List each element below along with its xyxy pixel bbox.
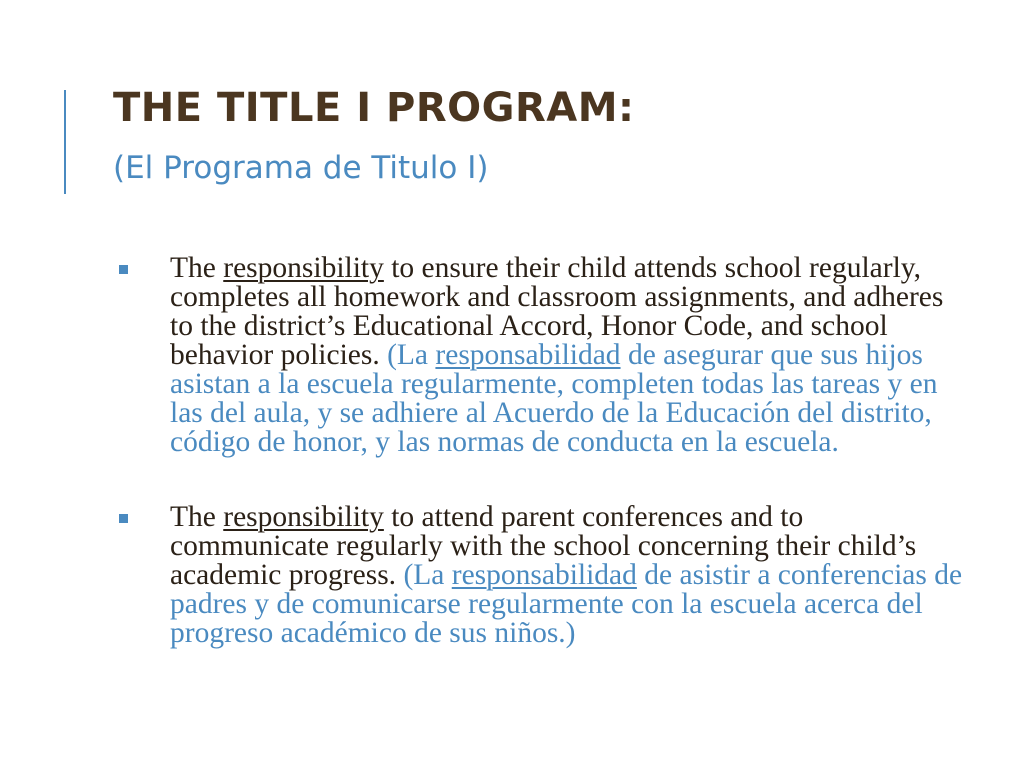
square-bullet-icon — [119, 265, 128, 274]
title-accent-line — [64, 90, 66, 194]
underlined-term-es: responsabilidad — [435, 339, 621, 371]
underlined-term: responsibility — [223, 252, 384, 284]
spanish-translation: (La responsabilidad de asegurar que sus hijos asistan a la escuela regularmente, completen todas las tareas y en las del aula, y se adhiere al Acuerdo de la Educación del distrito, código de honor, y las normas de conducta en la escuela. — [170, 339, 938, 458]
underlined-term: responsibility — [223, 501, 384, 533]
english-text: The responsibility to ensure their child attends school regularly, completes all homework and classroom assignments, and adheres to the district’s Educational Accord, Honor Code, and school behavior policies. — [170, 252, 944, 371]
square-bullet-icon — [119, 514, 128, 523]
english-text: The responsibility to attend parent conferences and to communicate regularly with the school concerning their child’s academic progress. — [170, 501, 917, 591]
underlined-term-es: responsabilidad — [451, 559, 637, 591]
bullet-item-2 — [116, 503, 966, 648]
bullet-item-1 — [116, 254, 966, 457]
slide-title: THE TITLE I PROGRAM: — [113, 85, 635, 131]
spanish-translation: (La responsabilidad de asistir a conferencias de padres y de comunicarse regularmente con la escuela acerca del progreso académico de sus niños.) — [170, 559, 963, 649]
bullet-list — [116, 254, 966, 694]
slide-subtitle: (El Programa de Titulo I) — [113, 150, 489, 186]
